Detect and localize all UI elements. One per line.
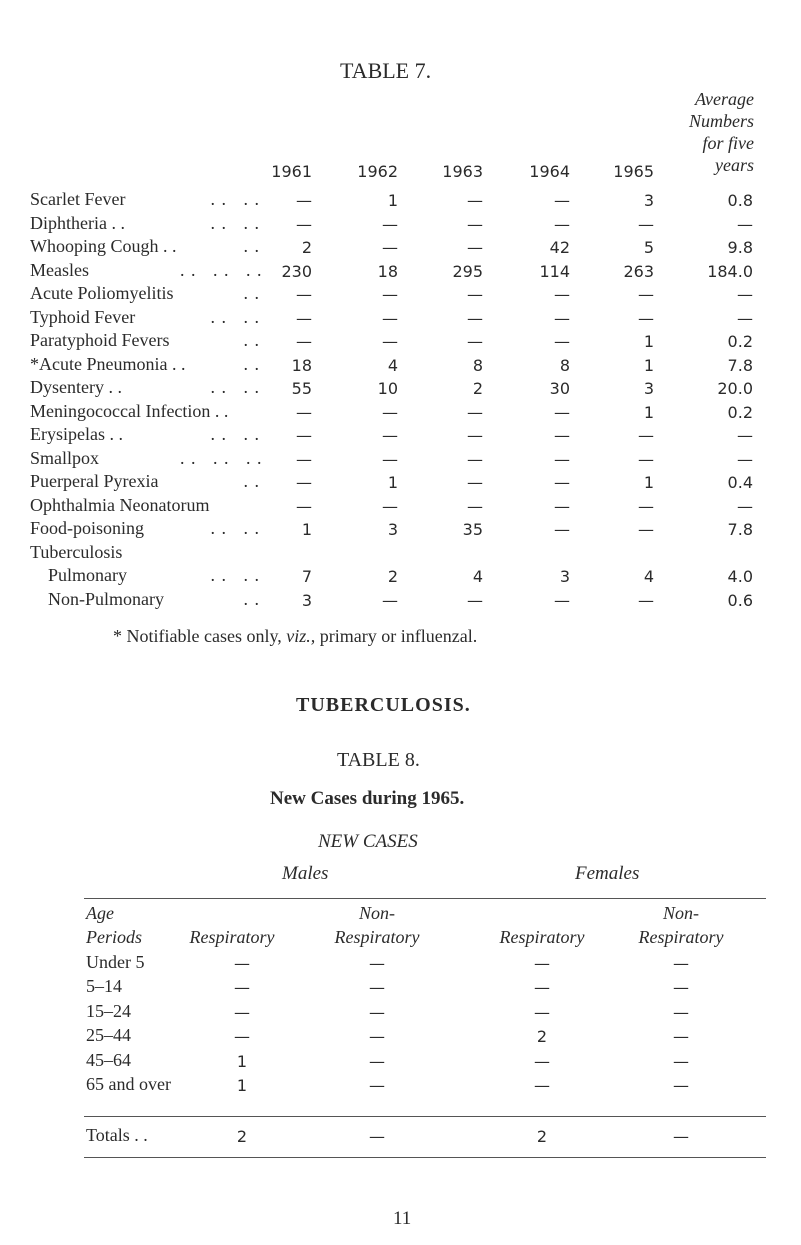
table-cell: — — [673, 978, 689, 998]
age-period: 5–14 — [86, 976, 122, 997]
table-cell: 3 — [301, 590, 312, 610]
table-cell: — — [554, 285, 570, 304]
table-cell: — — [554, 496, 570, 516]
table-cell: — — [737, 214, 753, 234]
column-header: Periods — [86, 927, 142, 947]
row-label: Meningococcal Infection . . — [30, 400, 229, 421]
table-cell: — — [234, 1027, 250, 1047]
table-cell: — — [467, 214, 483, 234]
table-cell: — — [296, 308, 312, 328]
table-cell: — — [554, 214, 570, 234]
row-label: Diphtheria . . — [30, 212, 125, 233]
table-cell: — — [382, 332, 398, 351]
leader-dots: . . . . — [210, 377, 260, 397]
table-cell: 1 — [387, 473, 398, 492]
table-cell: 2 — [536, 1027, 548, 1047]
table-cell: 18 — [377, 261, 398, 281]
table-cell: — — [382, 214, 398, 234]
row-label: Smallpox — [30, 447, 100, 468]
average-header — [640, 88, 754, 176]
leader-dots: . . — [243, 588, 260, 609]
table-cell: — — [554, 308, 570, 328]
table-cell: 7 — [301, 567, 312, 586]
year-header: 1965 — [613, 162, 654, 181]
group-heading: NEW CASES — [318, 831, 418, 852]
row-label: Paratyphoid Fevers — [30, 330, 170, 350]
table-cell: — — [673, 1027, 689, 1047]
total-cell: 2 — [236, 1127, 248, 1146]
totals-bottom-rule — [84, 1157, 766, 1158]
table-cell: — — [534, 978, 550, 998]
table-cell: — — [737, 308, 753, 328]
table-cell: 1 — [236, 1076, 248, 1095]
table-cell: — — [382, 449, 398, 469]
table-cell: 10 — [377, 379, 398, 398]
row-label: Erysipelas . . — [30, 424, 123, 444]
table7-footnote: * Notifiable cases only, viz., primary or influenzal. — [113, 626, 478, 646]
table-cell: 263 — [623, 261, 654, 281]
table-cell: 1 — [643, 332, 654, 351]
males-label: Males — [282, 863, 329, 884]
table-cell: — — [382, 308, 398, 328]
table-cell: — — [467, 590, 483, 610]
age-period: Under 5 — [86, 952, 145, 972]
table-cell: — — [296, 191, 312, 210]
leader-dots: . . . . — [210, 424, 260, 444]
row-label: Ophthalmia Neonatorum — [30, 494, 210, 515]
table-cell: — — [467, 473, 483, 492]
table-cell: — — [467, 332, 483, 351]
table-cell: — — [467, 426, 483, 445]
table-cell: — — [369, 1002, 385, 1022]
year-header: 1964 — [529, 162, 570, 181]
table-cell: 9.8 — [727, 238, 753, 257]
age-period: 25–44 — [86, 1025, 131, 1046]
table-cell: — — [467, 449, 483, 469]
column-header: Non- — [663, 903, 699, 923]
age-period: 15–24 — [86, 1000, 131, 1021]
leader-dots: . . . . — [210, 565, 260, 585]
table-cell: — — [382, 496, 398, 516]
average-header-line: Average — [695, 89, 754, 109]
table-cell: 4 — [472, 567, 483, 586]
table-cell: — — [737, 426, 753, 445]
year-header: 1962 — [357, 162, 398, 181]
table-cell: — — [638, 496, 654, 516]
table-cell: — — [467, 496, 483, 516]
table-cell: 114 — [539, 261, 570, 281]
table-cell: 1 — [643, 355, 654, 375]
table-cell: 42 — [549, 238, 570, 257]
leader-dots: . . . . . . — [180, 259, 263, 280]
table8-subtitle: New Cases during 1965. — [270, 788, 465, 809]
page-number: 11 — [393, 1208, 412, 1229]
leader-dots: . . — [243, 353, 260, 374]
table-cell: — — [638, 426, 654, 445]
leader-dots: . . . . — [210, 306, 260, 327]
table-cell: — — [638, 285, 654, 304]
row-label: Non-Pulmonary — [48, 588, 164, 609]
average-header-line: Numbers — [688, 111, 754, 131]
year-header: 1963 — [442, 162, 483, 181]
table-cell: 55 — [291, 379, 312, 398]
column-header: Respiratory — [189, 927, 275, 947]
table-cell: 184.0 — [707, 261, 753, 281]
totals-label: Totals . . — [86, 1125, 148, 1145]
table-cell: — — [534, 1051, 550, 1071]
table-cell: 20.0 — [717, 379, 753, 398]
table-cell: — — [369, 1051, 385, 1071]
year-header: 1961 — [271, 162, 312, 181]
section-heading: TUBERCULOSIS. — [296, 694, 471, 716]
total-cell: — — [673, 1127, 689, 1146]
table-cell: — — [737, 496, 753, 516]
table-cell: — — [467, 285, 483, 304]
leader-dots: . . — [243, 236, 260, 256]
table-cell: 295 — [452, 261, 483, 281]
column-header: Respiratory — [499, 927, 585, 947]
row-label: Tuberculosis — [30, 541, 123, 562]
table-cell: — — [382, 238, 398, 257]
table-cell: 3 — [643, 191, 654, 210]
table-cell: 2 — [472, 379, 483, 398]
table-cell: 35 — [462, 520, 483, 539]
table-cell: 0.4 — [727, 473, 753, 492]
table-cell: — — [554, 402, 570, 422]
table-cell: — — [296, 426, 312, 445]
table-cell: 1 — [387, 191, 398, 210]
table-cell: 2 — [301, 238, 312, 257]
table-cell: 0.2 — [727, 402, 753, 422]
table-cell: — — [737, 449, 753, 469]
column-header: Age — [86, 903, 114, 923]
table-cell: — — [554, 590, 570, 610]
row-label: Measles — [30, 259, 89, 280]
table-cell: 4.0 — [727, 567, 753, 586]
table-cell: 3 — [643, 379, 654, 398]
row-label: Typhoid Fever — [30, 306, 136, 327]
table-cell: 1 — [301, 520, 312, 539]
table-cell: 4 — [643, 567, 654, 586]
table-cell: — — [369, 954, 385, 973]
leader-dots: . . . . . . — [180, 447, 263, 468]
table-cell: — — [534, 954, 550, 973]
table-cell: 2 — [387, 567, 398, 586]
table-cell: 1 — [643, 402, 654, 422]
table-cell: 0.8 — [727, 191, 753, 210]
table-cell: 0.6 — [727, 590, 753, 610]
column-header: Non- — [359, 903, 395, 923]
table-cell: — — [467, 238, 483, 257]
table-cell: 30 — [549, 379, 570, 398]
column-header: Respiratory — [334, 927, 420, 947]
table-cell: — — [638, 520, 654, 539]
age-period: 45–64 — [86, 1049, 131, 1070]
table-cell: — — [234, 954, 250, 973]
table-cell: — — [369, 1027, 385, 1047]
total-cell: — — [369, 1127, 385, 1146]
table-cell: — — [296, 214, 312, 234]
table-cell: — — [673, 1002, 689, 1022]
table-cell: — — [673, 1076, 689, 1095]
table-cell: 3 — [559, 567, 570, 586]
leader-dots: . . — [243, 330, 260, 350]
table-cell: — — [296, 285, 312, 304]
table-cell: 18 — [291, 355, 312, 375]
table-cell: 4 — [387, 355, 398, 375]
table-cell: — — [554, 332, 570, 351]
table-cell: — — [534, 1002, 550, 1022]
table-cell: — — [673, 1051, 689, 1071]
leader-dots: . . — [243, 471, 260, 491]
table-cell: 1 — [643, 473, 654, 492]
table-cell: — — [296, 332, 312, 351]
column-header: Respiratory — [638, 927, 724, 947]
table-cell: — — [382, 285, 398, 304]
row-label: Food-poisoning — [30, 518, 145, 538]
table-cell: — — [296, 473, 312, 492]
row-label: *Acute Pneumonia . . — [30, 353, 186, 374]
table-cell: — — [467, 191, 483, 210]
table-cell: — — [554, 449, 570, 469]
table-cell: 7.8 — [727, 520, 753, 539]
leader-dots: . . . . — [210, 212, 260, 233]
table7-title: TABLE 7. — [340, 58, 432, 83]
table-cell: — — [369, 978, 385, 998]
table-cell: — — [382, 402, 398, 422]
average-header-line: years — [715, 155, 754, 175]
leader-dots: . . . . — [210, 518, 260, 538]
leader-dots: . . . . — [210, 189, 260, 209]
row-label: Acute Poliomyelitis — [30, 283, 174, 303]
table-cell: — — [467, 402, 483, 422]
table-cell: 3 — [387, 520, 398, 539]
table-cell: 5 — [643, 238, 654, 257]
table-cell: — — [638, 308, 654, 328]
table-cell: — — [234, 978, 250, 998]
table-cell: — — [296, 449, 312, 469]
table8-top-rule — [84, 898, 766, 899]
row-label: Whooping Cough . . — [30, 236, 177, 256]
table-cell: — — [554, 191, 570, 210]
table-cell: 1 — [236, 1051, 248, 1071]
table-cell: — — [638, 449, 654, 469]
table-cell: 8 — [559, 355, 570, 375]
age-period: 65 and over — [86, 1074, 171, 1094]
table-cell: — — [234, 1002, 250, 1022]
average-header-line: for five — [702, 133, 754, 153]
table-cell: — — [638, 590, 654, 610]
table-cell: — — [534, 1076, 550, 1095]
table-cell: — — [296, 496, 312, 516]
table-cell: 8 — [472, 355, 483, 375]
table-cell: 230 — [281, 261, 312, 281]
table-cell: — — [554, 473, 570, 492]
table-cell: — — [638, 214, 654, 234]
table-cell: — — [296, 402, 312, 422]
females-label: Females — [575, 863, 640, 884]
table-cell: — — [737, 285, 753, 304]
table8-title: TABLE 8. — [337, 749, 420, 771]
table-cell: — — [554, 520, 570, 539]
table-cell: — — [673, 954, 689, 973]
row-label: Scarlet Fever — [30, 189, 126, 209]
total-cell: 2 — [536, 1127, 548, 1146]
table-cell: — — [369, 1076, 385, 1095]
table-cell: — — [382, 426, 398, 445]
row-label: Puerperal Pyrexia — [30, 471, 159, 491]
row-label: Dysentery . . — [30, 377, 122, 397]
leader-dots: . . — [243, 283, 260, 303]
table-cell: — — [467, 308, 483, 328]
totals-top-rule — [84, 1116, 766, 1117]
row-label: Pulmonary — [48, 565, 127, 585]
table-cell: — — [382, 590, 398, 610]
table-cell: 7.8 — [727, 355, 753, 375]
table-cell: 0.2 — [727, 332, 753, 351]
table-cell: — — [554, 426, 570, 445]
